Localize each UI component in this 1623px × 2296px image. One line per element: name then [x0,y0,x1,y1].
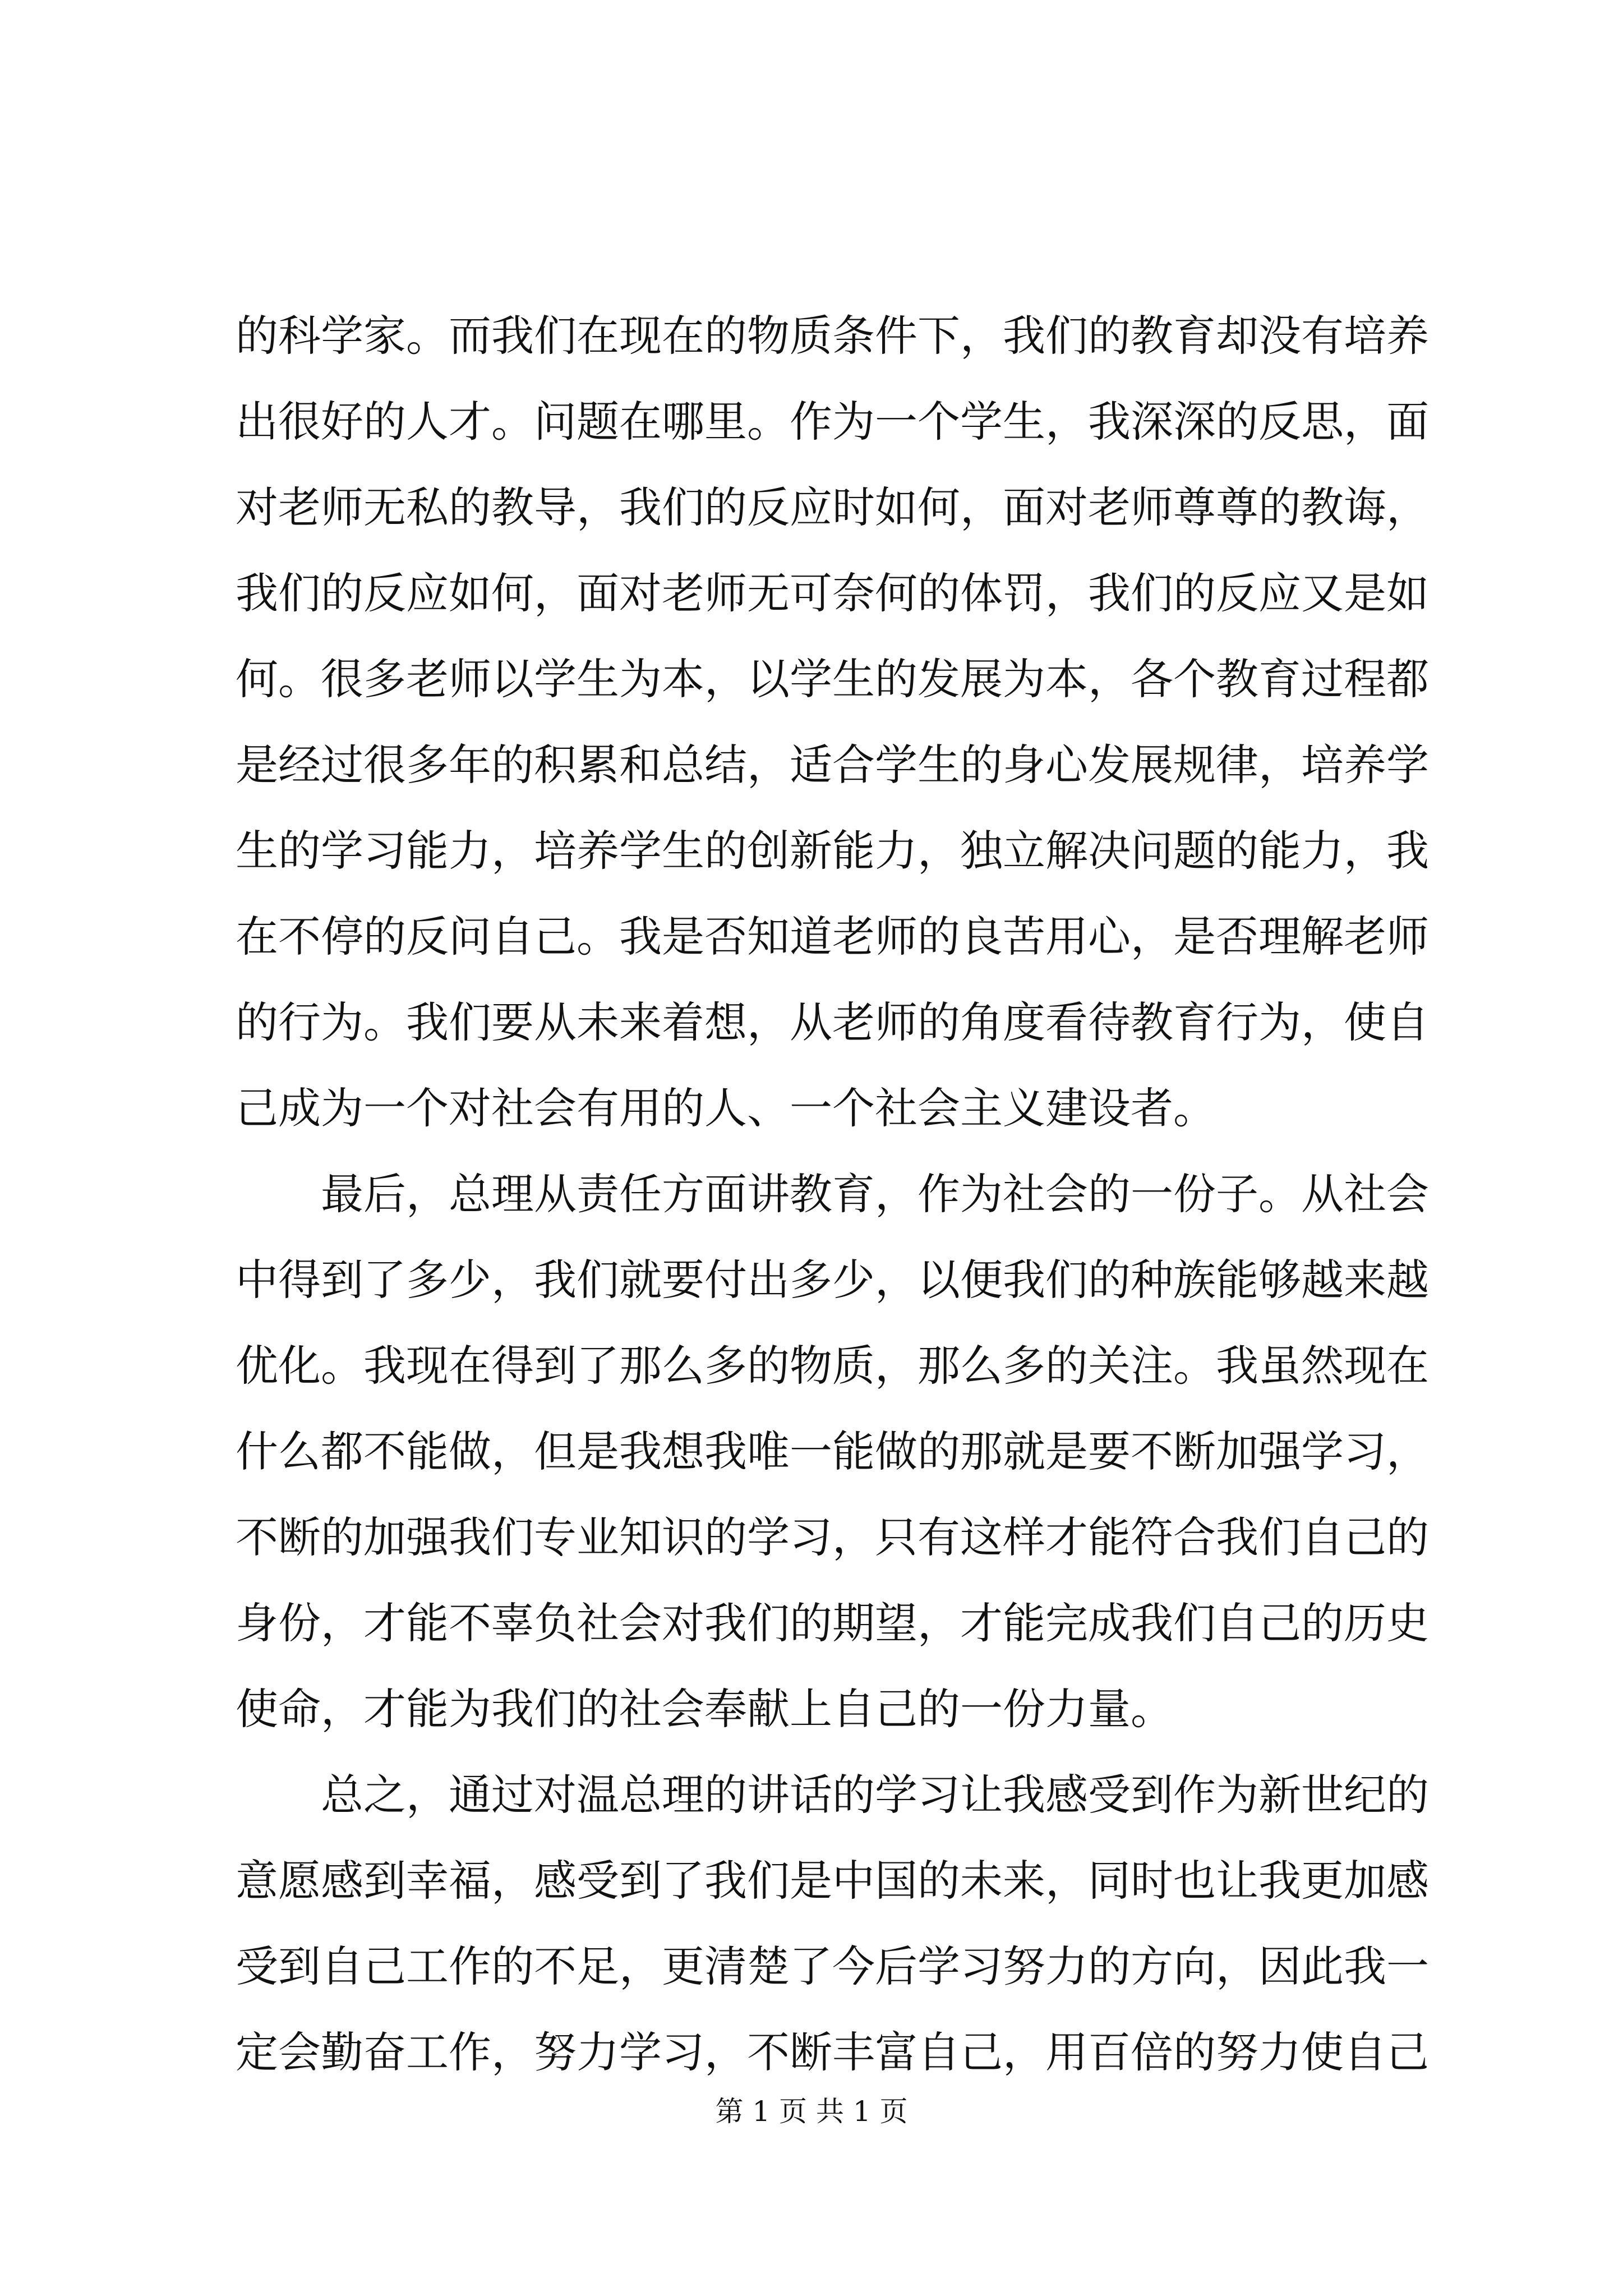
text-line: 的行为。我们要从未来着想，从老师的角度看待教育行为，使自 [236,997,1429,1047]
text-line: 中得到了多少，我们就要付出多少，以便我们的种族能够越来越 [236,1255,1429,1305]
paragraph [236,293,1429,1151]
text-line: 受到自己工作的不足，更清楚了今后学习努力的方向，因此我一 [236,1941,1429,1991]
text-line: 使命，才能为我们的社会奉献上自己的一份力量。 [236,1684,1173,1734]
text-line: 对老师无私的教导，我们的反应时如何，面对老师尊尊的教诲， [236,482,1429,532]
text-line: 定会勤奋工作，努力学习，不断丰富自己，用百倍的努力使自己 [236,2027,1429,2077]
text-line: 身份，才能不辜负社会对我们的期望，才能完成我们自己的历史 [236,1598,1429,1648]
text-line: 在不停的反问自己。我是否知道老师的良苦用心，是否理解老师 [236,912,1429,961]
text-line: 优化。我现在得到了那么多的物质，那么多的关注。我虽然现在 [236,1341,1429,1391]
text-line: 什么都不能做，但是我想我唯一能做的那就是要不断加强学习， [236,1427,1429,1476]
text-line: 己成为一个对社会有用的人、一个社会主义建设者。 [236,1083,1216,1133]
paragraph [236,1752,1429,2095]
text-line: 是经过很多年的积累和总结，适合学生的身心发展规律，培养学 [236,740,1429,790]
text-line: 我们的反应如何，面对老师无可奈何的体罚，我们的反应又是如 [236,568,1429,618]
text-line: 生的学习能力，培养学生的创新能力，独立解决问题的能力，我 [236,826,1429,876]
text-line: 的科学家。而我们在现在的物质条件下，我们的教育却没有培养 [236,311,1429,361]
page-footer: 第 1 页 共 1 页 [715,2095,908,2128]
text-line: 出很好的人才。问题在哪里。作为一个学生，我深深的反思，面 [236,397,1429,447]
text-line: 意愿感到幸福，感受到了我们是中国的未来，同时也让我更加感 [236,1856,1429,1906]
document-body [236,293,1429,2095]
text-line: 总之，通过对温总理的讲话的学习让我感受到作为新世纪的 [321,1770,1429,1820]
text-line: 最后，总理从责任方面讲教育，作为社会的一份子。从社会 [321,1169,1429,1219]
paragraph [236,1151,1429,1752]
text-line: 何。很多老师以学生为本，以学生的发展为本，各个教育过程都 [236,654,1429,704]
text-line: 不断的加强我们专业知识的学习，只有这样才能符合我们自己的 [236,1512,1429,1562]
